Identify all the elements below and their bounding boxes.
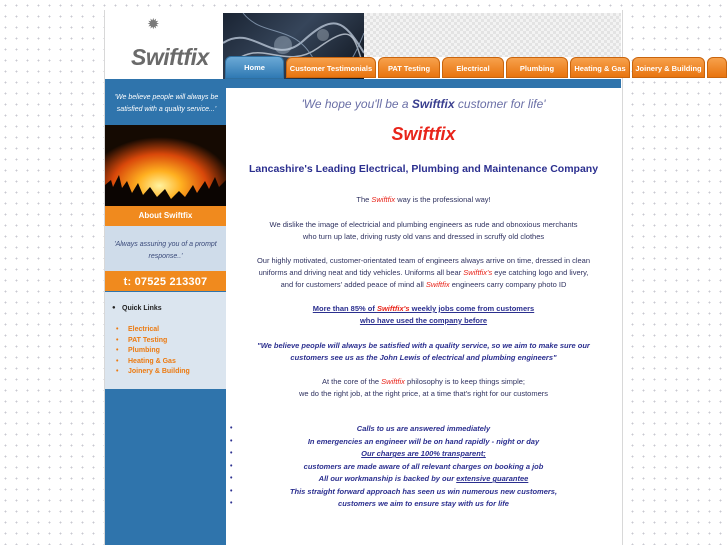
benefits-list: [226, 423, 621, 511]
list-item: • This straight forward approach has seen us win numerous new customers,: [230, 486, 558, 496]
tab-joinery-building[interactable]: Joinery & Building: [632, 57, 705, 78]
bullet-icon: •: [230, 425, 233, 432]
tab-customer-testimonials[interactable]: Customer Testimonials: [286, 57, 376, 78]
list-item: • customers are made aware of all relevant charges on booking a job: [230, 461, 544, 471]
stat-paragraph: More than 85% of Swiftfix's weekly jobs come from customers who have used the company before: [312, 304, 535, 325]
bullet-icon: •: [116, 336, 119, 344]
quick-links-list: [116, 325, 190, 378]
tab-heating-gas[interactable]: Heating & Gas: [570, 57, 630, 78]
header-pattern: [364, 13, 621, 57]
brand-title: Swiftfix: [391, 124, 456, 144]
tab-overflow[interactable]: [707, 57, 727, 78]
gear-icon: ✹: [147, 15, 160, 33]
fire-image: [105, 125, 226, 206]
tab-plumbing[interactable]: Plumbing: [506, 57, 568, 78]
quote-paragraph: "We believe people will always be satisfied with a quality service, so we aim to make sure our customers see us as the John Lewis of electrical and plumbing engineers": [257, 341, 590, 362]
quick-links-title: Quick Links: [122, 305, 162, 312]
sidebar-quote: 'We believe people will always be satisfied with a quality service...': [107, 92, 226, 123]
guarantee-link[interactable]: extensive guarantee: [456, 474, 529, 483]
tab-home[interactable]: Home: [225, 56, 284, 79]
bullet-icon: •: [230, 437, 233, 445]
quick-link-pat-testing[interactable]: • PAT Testing: [116, 336, 190, 347]
bullet-icon: ●: [112, 305, 116, 311]
quick-link-plumbing[interactable]: • Plumbing: [116, 346, 190, 357]
quick-link-joinery-building[interactable]: • Joinery & Building: [116, 367, 190, 378]
sidebar-quote-2: 'Always assuring you of a prompt response..': [105, 226, 226, 271]
fire-graphic: [105, 125, 226, 206]
tab-pat-testing[interactable]: PAT Testing: [378, 57, 440, 78]
page-heading: Lancashire's Leading Electrical, Plumbing and Maintenance Company: [248, 163, 599, 175]
list-item: • Calls to us are answered immediately: [230, 424, 491, 433]
phone-number[interactable]: t: 07525 213307: [105, 271, 226, 291]
team-paragraph: Our highly motivated, customer-orientated team of engineers always arrive on time, dressed in clean uniforms and driving neat and tidy vehicles. Uniforms all bear Swiftfix's eye catching logo and livery, and for customers' added peace of mind all Swiftfix engineers carry company photo ID: [256, 256, 591, 289]
list-item: • Our charges are 100% transparent;: [230, 449, 486, 458]
bullet-icon: •: [116, 326, 119, 333]
quick-link-electrical[interactable]: • Electrical: [116, 325, 190, 336]
core-paragraph: At the core of the Swiftfix philosophy is to keep things simple; we do the right job, at the right price, at a time that's right for our customers: [298, 377, 549, 398]
bullet-icon: •: [230, 500, 233, 507]
bullet-icon: •: [116, 347, 119, 354]
logo-text: Swiftfix: [131, 44, 209, 70]
quick-link-heating-gas[interactable]: • Heating & Gas: [116, 357, 190, 368]
list-item: • All our workmanship is backed by our extensive guarantee: [230, 474, 529, 483]
list-item: • In emergencies an engineer will be on hand rapidly - night or day: [230, 436, 540, 446]
nav-underline: [226, 79, 621, 88]
intro-paragraph: The Swiftfix way is the professional way!: [356, 195, 491, 204]
bullet-icon: •: [116, 368, 119, 375]
about-button[interactable]: About Swiftfix: [105, 206, 226, 226]
bullet-icon: •: [230, 462, 233, 470]
bullet-icon: •: [116, 357, 119, 365]
tagline: 'We hope you'll be a Swiftfix customer for life': [301, 97, 546, 111]
bullet-icon: •: [230, 487, 233, 495]
tab-electrical[interactable]: Electrical: [442, 57, 504, 78]
bullet-icon: •: [230, 475, 233, 482]
quick-links: [105, 292, 226, 389]
list-item: • customers we aim to ensure stay with us for life: [230, 499, 509, 508]
dislike-paragraph: We dislike the image of electricial and plumbing engineers as rude and obnoxious merchants who turn up late, driving rusty old vans and dressed in scruffy old clothes: [269, 220, 578, 241]
bullet-icon: •: [230, 450, 233, 457]
